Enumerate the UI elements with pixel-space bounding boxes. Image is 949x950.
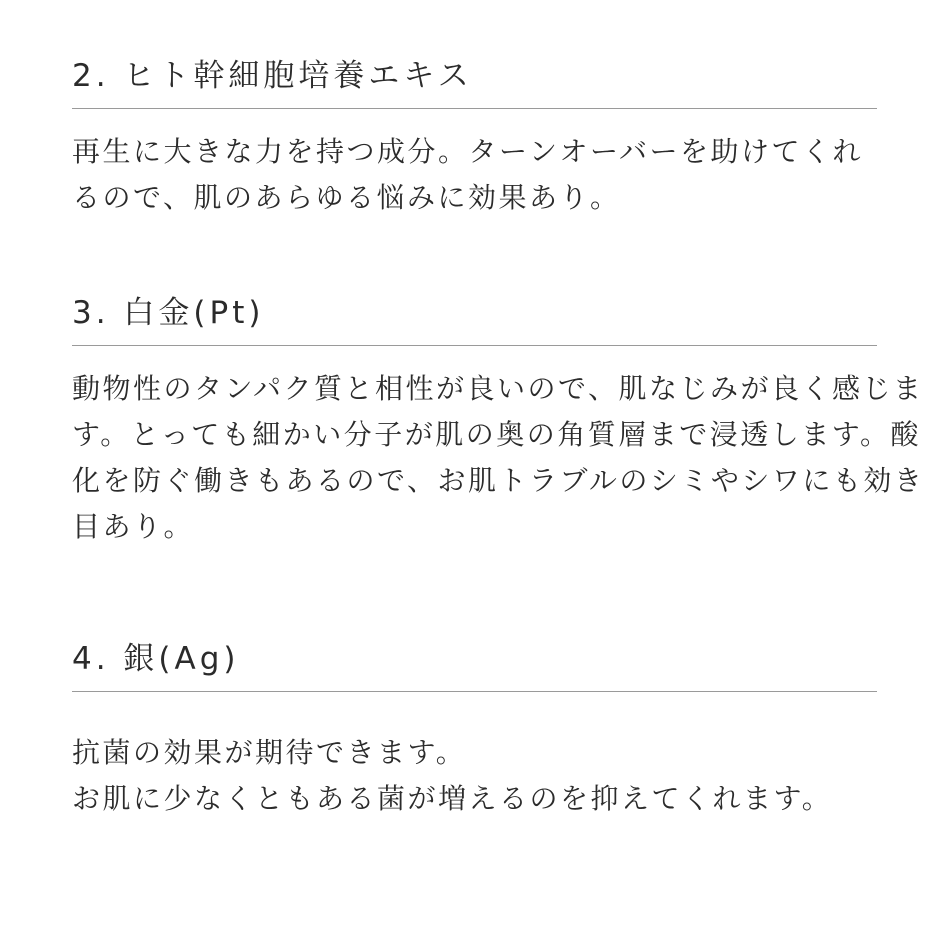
body-line: 化を防ぐ働きもあるので、お肌トラブルのシミやシワにも効き: [72, 464, 925, 497]
body-line: す。とっても細かい分子が肌の奥の角質層まで浸透します。酸: [72, 418, 921, 451]
body-line: お肌に少なくともある菌が増えるのを抑えてくれます。: [72, 782, 833, 815]
section-heading: 2. ヒト幹細胞培養エキス: [72, 58, 473, 94]
section-divider: [72, 345, 877, 346]
body-line: 動物性のタンパク質と相性が良いので、肌なじみが良く感じま: [72, 372, 924, 405]
section-body: [72, 129, 877, 221]
section-divider: [72, 108, 877, 109]
section-heading: 4. 銀(Ag): [72, 641, 240, 677]
body-line: 抗菌の効果が期待できます。: [72, 736, 467, 769]
section-body: [72, 730, 877, 822]
body-line: るので、肌のあらゆる悩みに効果あり。: [72, 181, 621, 214]
section-body: [72, 366, 925, 550]
section-human-stem-cell-extract: [72, 58, 877, 221]
section-divider: [72, 691, 877, 692]
section-platinum: [72, 295, 925, 550]
section-silver: [72, 641, 877, 822]
body-line: 目あり。: [72, 510, 195, 543]
body-line: 再生に大きな力を持つ成分。ターンオーバーを助けてくれ: [72, 135, 864, 168]
section-heading: 3. 白金(Pt): [72, 295, 265, 331]
